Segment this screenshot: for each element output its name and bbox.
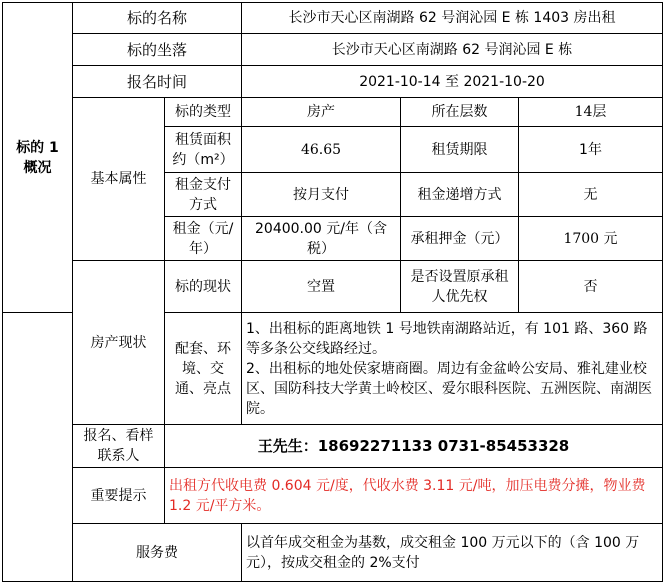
location-value: 长沙市天心区南湖路 62 号润沁园 E 栋 xyxy=(242,34,663,66)
service-fee-label: 服务费 xyxy=(73,524,242,582)
payment-method-value: 按月支付 xyxy=(242,173,401,217)
floor-label: 所在层数 xyxy=(401,98,519,127)
area-label: 租赁面积约（m²） xyxy=(165,127,242,173)
facilities-text xyxy=(242,313,663,425)
deposit-label: 承租押金（元） xyxy=(401,217,519,261)
location-label: 标的坐落 xyxy=(73,34,242,66)
facilities-line-2: 2、出租标的地处侯家塘商圈。周边有金盆岭公安局、雅礼建业校区、国防科技大学黄土岭校区、爱尔眼科医院、五洲医院、南湖医院。 xyxy=(246,360,652,417)
signup-time-label: 报名时间 xyxy=(73,66,242,98)
name-value: 长沙市天心区南湖路 62 号润沁园 E 栋 1403 房出租 xyxy=(242,3,663,34)
rent-increase-value: 无 xyxy=(519,173,663,217)
section-label-continued xyxy=(3,313,73,582)
type-value: 房产 xyxy=(242,98,401,127)
area-value: 46.65 xyxy=(242,127,401,173)
term-label: 租赁期限 xyxy=(401,127,519,173)
facilities-label: 配套、环境、交通、亮点 xyxy=(165,313,242,425)
floor-value: 14层 xyxy=(519,98,663,127)
current-status-label: 标的现状 xyxy=(165,261,242,313)
type-label: 标的类型 xyxy=(165,98,242,127)
signup-time-value: 2021-10-14 至 2021-10-20 xyxy=(242,66,663,98)
payment-method-label: 租金支付方式 xyxy=(165,173,242,217)
property-info-table xyxy=(2,2,663,582)
rent-value: 20400.00 元/年（含税） xyxy=(242,217,401,261)
rent-increase-label: 租金递增方式 xyxy=(401,173,519,217)
deposit-value: 1700 元 xyxy=(519,217,663,261)
contact-value: 王先生：18692271133 0731-85453328 xyxy=(165,425,663,468)
current-status-value: 空置 xyxy=(242,261,401,313)
property-status-label: 房产现状 xyxy=(73,261,165,425)
service-fee-value: 以首年成交租金为基数，成交租金 100 万元以下的（含 100 万元），按成交租金的 2%支付 xyxy=(242,524,663,582)
term-value: 1年 xyxy=(519,127,663,173)
tenant-priority-value: 否 xyxy=(519,261,663,313)
contact-label: 报名、看样联系人 xyxy=(73,425,165,468)
notice-label: 重要提示 xyxy=(73,468,165,524)
name-label: 标的名称 xyxy=(73,3,242,34)
section-label: 标的 1 概况 xyxy=(3,3,73,313)
notice-value: 出租方代收电费 0.604 元/度，代收水费 3.11 元/吨，加压电费分摊，物业费 1.2 元/平方米。 xyxy=(165,468,663,524)
tenant-priority-label: 是否设置原承租人优先权 xyxy=(401,261,519,313)
rent-label: 租金（元/年） xyxy=(165,217,242,261)
facilities-line-1: 1、出租标的距离地铁 1 号地铁南湖路站近，有 101 路、360 路等多条公交线路经过。 xyxy=(246,320,648,357)
basic-attributes-label: 基本属性 xyxy=(73,98,165,261)
